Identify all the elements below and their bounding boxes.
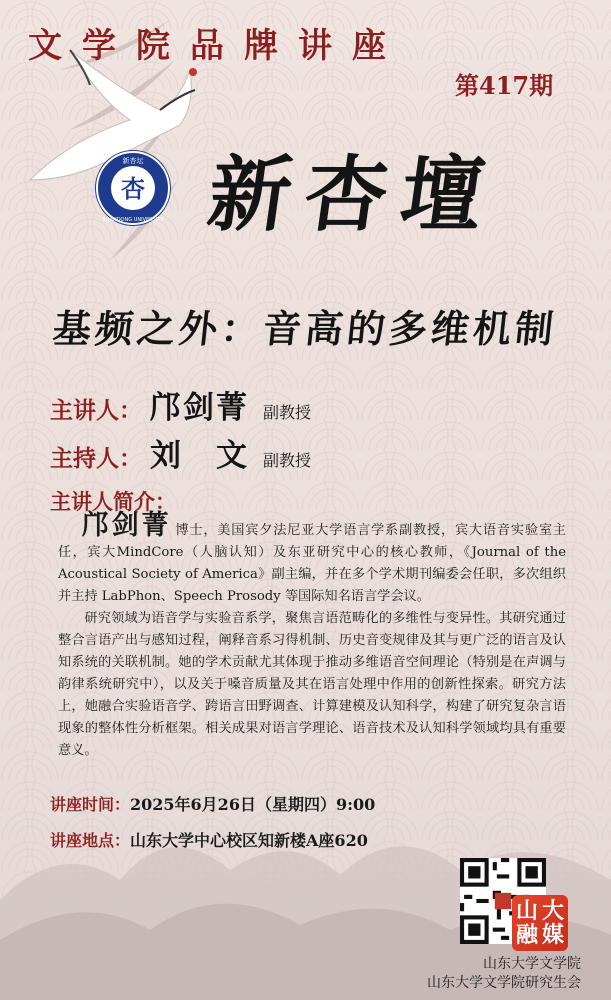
speaker-name: 邝剑菁 [150, 390, 249, 426]
series-title: 文学院品牌讲座 [28, 26, 406, 66]
speaker-rank: 副教授 [263, 403, 312, 422]
brand-calligraphy: 新杏壇 [202, 147, 504, 243]
speaker-label: 主讲人： [50, 397, 142, 424]
bio-heading: 主讲人简介： [50, 489, 176, 514]
bio-speaker-name: 邝剑菁 [82, 510, 172, 541]
logo-center-text: 杏 [121, 174, 145, 203]
lecture-place [50, 828, 368, 851]
bio-paragraph-2: 研究领域为语音学与实验音系学，聚焦言语范畴化的多维性与变异性。其研究通过整合言语产出与感知过程，阐释音系习得机制、历史音变规律及其与更广泛的语言及认知系统的关联机制。她的学术贡献尤其体现于推动多维语音空间理论（特别是在声调与韵律系统研究中），以及关于嗓音质量及其在语言处理中作用的创新性探索。研究方法上，她融合实验语音学、跨语言田野调查、计算建模及认知科学，构建了研究复杂言语现象的整体性分析框架。相关成果对语言学理论、语音技术及认知科学领域均具有重要意义。 [58, 611, 566, 758]
badge-char-3: 融 [515, 922, 538, 948]
host-label: 主持人： [50, 445, 142, 472]
issue-number: 第417期 [455, 71, 554, 100]
shandong-university-logo [95, 150, 171, 226]
logo-ring-text: SHANDONG UNIVERSITY [102, 217, 164, 223]
place-value: 山东大学中心校区知新楼A座620 [130, 831, 368, 850]
speaker-bio [58, 510, 566, 762]
time-label: 讲座时间： [50, 795, 131, 814]
host-row [50, 430, 311, 475]
host-rank: 副教授 [263, 451, 312, 470]
badge-char-4: 媒 [541, 922, 564, 948]
organizer-line-2: 山东大学文学院研究生会 [427, 975, 581, 991]
speaker-row [50, 382, 311, 427]
host-name: 刘 文 [150, 438, 249, 474]
badge-char-2: 大 [541, 898, 564, 924]
badge-char-1: 山 [515, 898, 538, 924]
time-value: 2025年6月26日（星期四）9:00 [130, 795, 376, 814]
logo-ring-top-text: 新杏坛 [122, 157, 144, 165]
shanda-media-badge [512, 895, 568, 951]
bio-paragraph-1 [58, 510, 566, 608]
lecture-title: 基频之外：音高的多维机制 [50, 306, 560, 351]
place-label: 讲座地点： [50, 831, 131, 850]
lecture-time [50, 792, 375, 815]
organizer-line-1: 山东大学文学院 [483, 956, 581, 972]
bio-p1-text: 博士，美国宾夕法尼亚大学语言学系副教授，宾大语音实验室主任，宾大MindCore（人脑认知）及东亚研究中心的核心教师，《Journal of the Acoustical Society of America》副主编，并在多个学术期刊编委会任职，多次组织并主持 LabPhon、Speech Prosody 等国际知名语言学会议。 [58, 523, 566, 604]
